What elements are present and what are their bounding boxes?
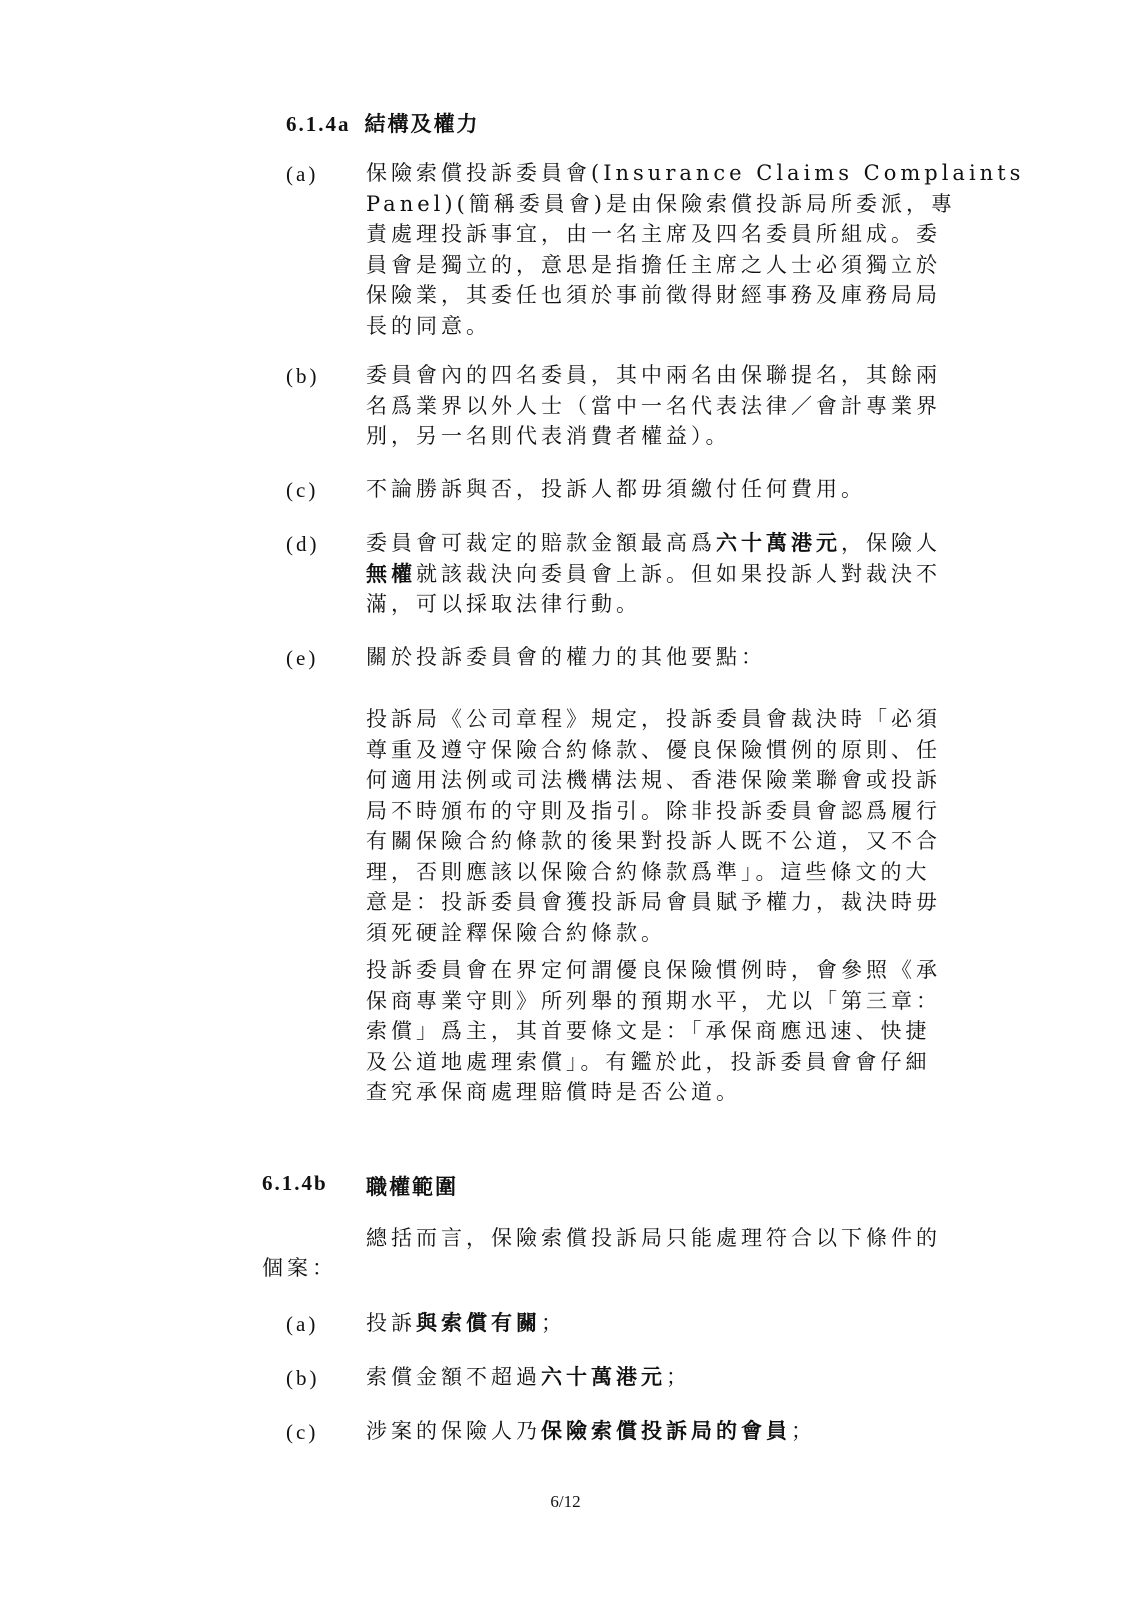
scope-label-a: (a) [286,1312,319,1336]
item-e-text [366,642,982,673]
item-label-e: (e) [286,646,319,670]
text-line: 須死硬詮釋保險合約條款。 [366,920,666,945]
text-line [366,528,982,559]
bold-term: 與索償有關 [416,1310,541,1335]
bold-term: 無權 [366,560,416,586]
text-line: 滿，可以採取法律行動。 [366,592,641,616]
scope-intro-line2: 個案： [262,1256,337,1280]
text-run: 投訴 [366,1311,416,1335]
text-run: 就該裁決向委員會上訴。但如果投訴人對裁決不 [416,561,941,586]
articles-paragraph [366,704,982,948]
text-line: 投訴委員會在界定何謂優良保險慣例時，會參照《承 [366,958,941,982]
text-line: 名爲業界以外人士（當中一名代表法律／會計專業界 [366,393,941,418]
scope-intro-line1: 總括而言，保險索償投訴局只能處理符合以下條件的 [366,1226,941,1250]
text-line: 有關保險合約條款的後果對投訴人既不公道，又不合 [366,829,941,853]
text-run: ，保險人 [841,531,941,555]
bold-amount: 六十萬港元 [716,530,841,555]
text-run: 涉案的保險人乃 [366,1419,541,1443]
section-heading-6-1-4b [262,1171,328,1196]
item-a-text [366,158,1025,341]
section-title: 結構及權力 [364,111,480,136]
text-run: ； [541,1311,566,1335]
item-d-text [366,528,982,620]
scope-item-b [366,1362,982,1393]
text-line: 意是：投訴委員會獲投訴局會員賦予權力，裁決時毋 [366,890,941,914]
item-c-text [366,474,982,505]
scope-label-b: (b) [286,1366,320,1390]
scope-item-a [366,1308,982,1339]
text-line: 尊重及遵守保險合約條款、優良保險慣例的原則、任 [366,737,941,762]
item-label-c: (c) [286,478,319,502]
text-line: 及公道地處理索償」。有鑑於此，投訴委員會會仔細 [366,1049,931,1074]
bold-amount: 六十萬港元 [541,1364,666,1389]
text-line: 保商專業守則》所列舉的預期水平，尤以「第三章： [366,988,941,1013]
scope-item-c [366,1416,982,1447]
text-line: 關於投訴委員會的權力的其他要點： [366,645,766,669]
text-line: 員會是獨立的，意思是指擔任主席之人士必須獨立於 [366,252,941,277]
text-run: ； [791,1419,816,1443]
page-number: 6/12 [550,1492,581,1511]
text-line: 何適用法例或司法機構法規、香港保險業聯會或投訴 [366,768,941,792]
text-line: 查究承保商處理賠償時是否公道。 [366,1080,741,1104]
section-title: 職權範圍 [366,1174,458,1199]
text-line: 索償」爲主，其首要條文是：「承保商應迅速、快捷 [366,1019,931,1043]
text-line: Panel)(簡稱委員會)是由保險索償投訴局所委派，專 [366,191,956,216]
practice-paragraph [366,955,982,1108]
text-line: 局不時頒布的守則及指引。除非投訴委員會認爲履行 [366,798,941,823]
section-number: 6.1.4b [262,1171,328,1195]
item-label-a: (a) [286,162,319,186]
bold-term: 保險索償投訴局的會員 [541,1418,791,1443]
text-run: 索償金額不超過 [366,1365,541,1389]
section-heading-6-1-4a [286,108,480,138]
text-line: 長的同意。 [366,313,491,338]
text-line: 保險索償投訴委員會(Insurance Claims Complaints [366,161,1025,185]
text-run: ； [666,1365,691,1389]
text-line: 理，否則應該以保險合約條款爲準」。這些條文的大 [366,859,931,884]
text-line: 別，另一名則代表消費者權益）。 [366,424,731,448]
section-number: 6.1.4a [286,112,351,136]
text-line: 責處理投訴事宜，由一名主席及四名委員所組成。委 [366,222,941,246]
text-line: 不論勝訴與否，投訴人都毋須繳付任何費用。 [366,477,866,501]
text-line: 投訴局《公司章程》規定，投訴委員會裁決時「必須 [366,707,941,731]
text-line: 委員會內的四名委員，其中兩名由保聯提名，其餘兩 [366,363,941,387]
item-b-text [366,360,982,452]
item-label-d: (d) [286,532,320,556]
section-title-6-1-4b [366,1171,458,1201]
item-label-b: (b) [286,364,320,388]
text-run: 委員會可裁定的賠款金額最高爲 [366,531,716,555]
scope-label-c: (c) [286,1420,319,1444]
text-line [366,559,982,590]
text-line: 保險業，其委任也須於事前徵得財經事務及庫務局局 [366,283,941,307]
